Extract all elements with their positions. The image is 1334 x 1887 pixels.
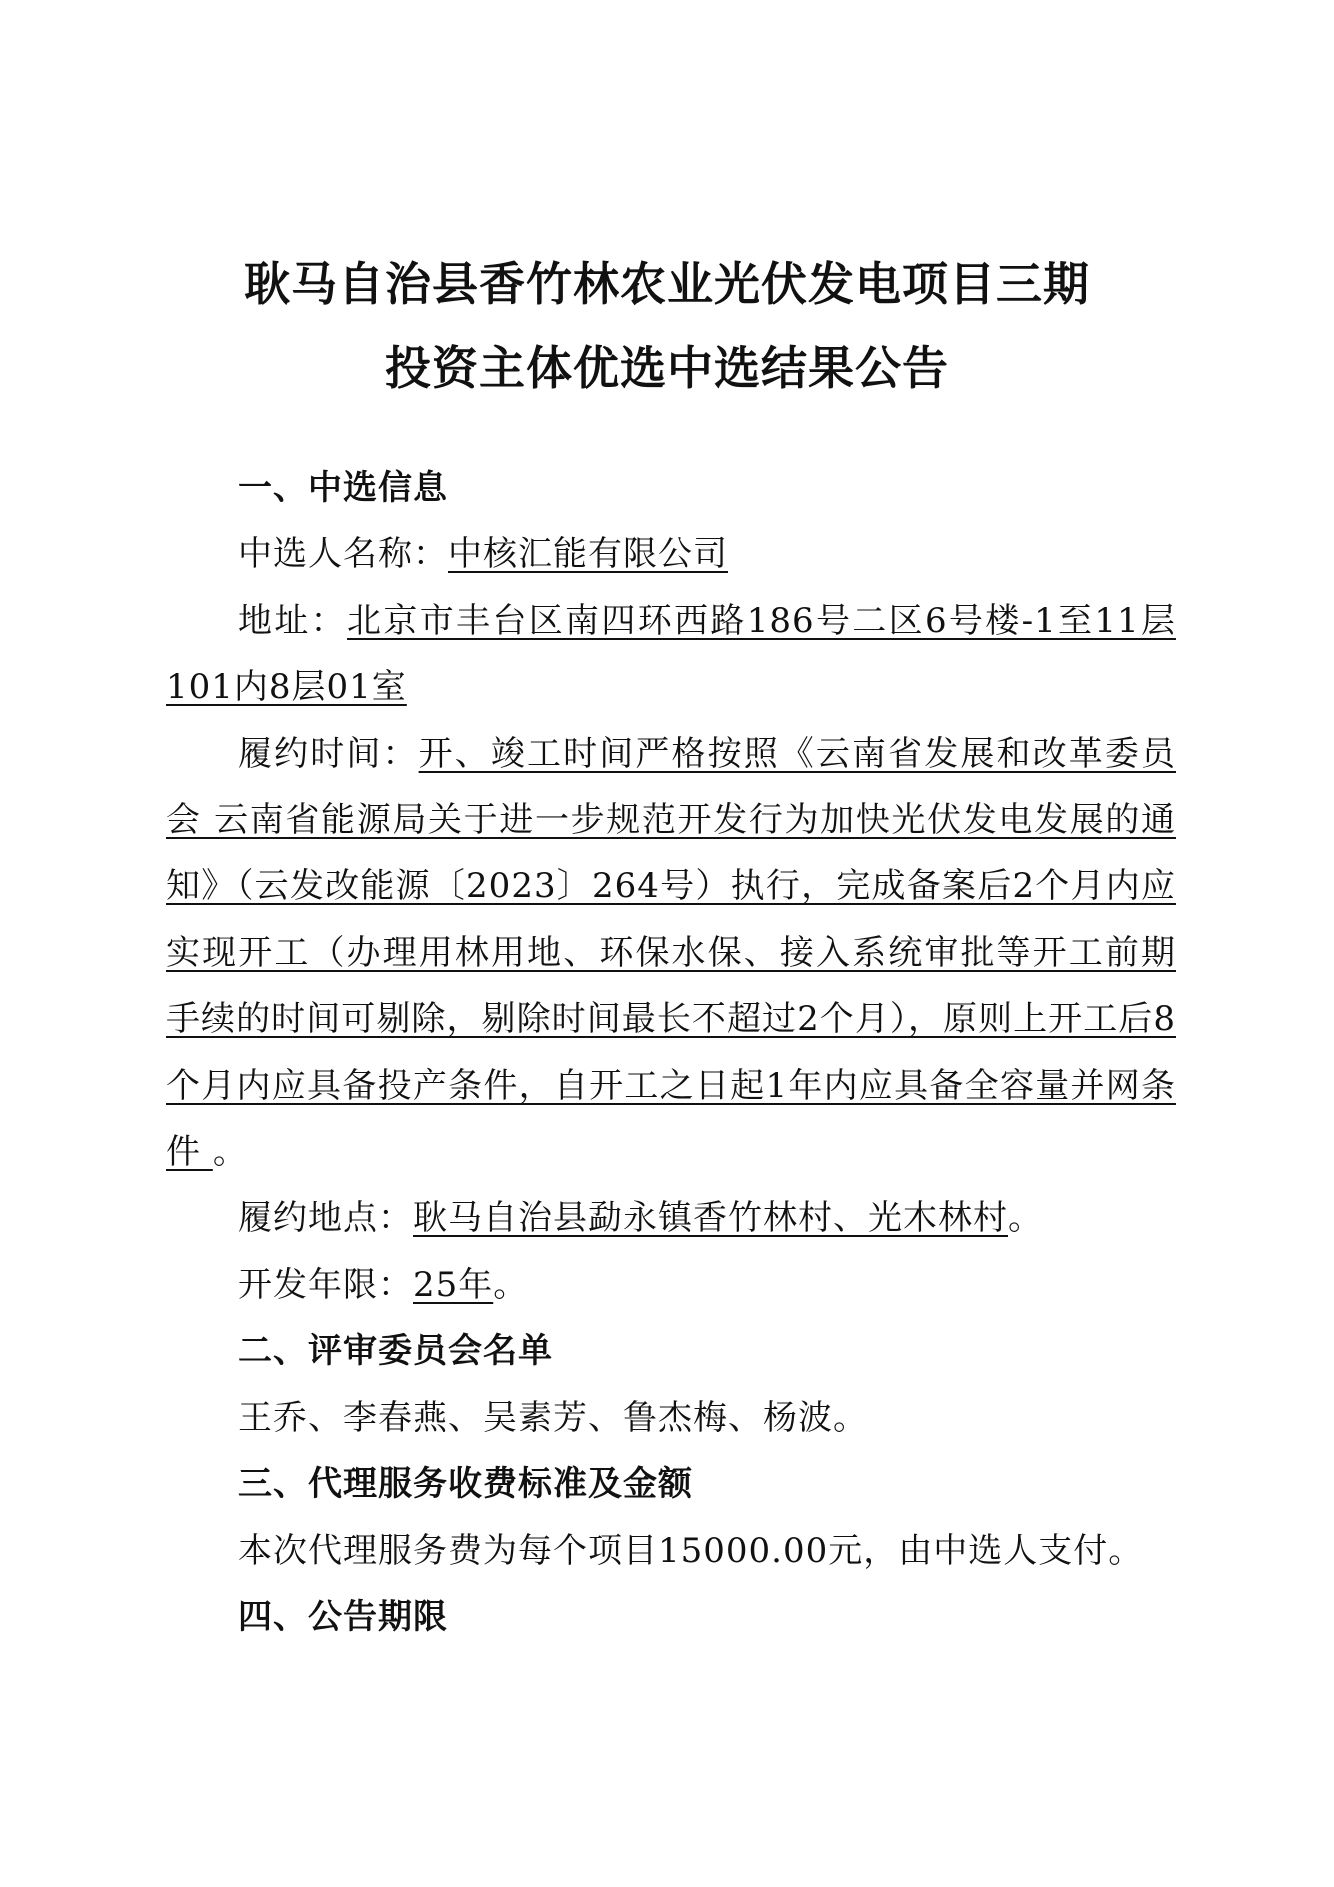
development-term-end: 。 [493, 1264, 529, 1305]
section-3-heading: 三、代理服务收费标准及金额 [238, 1464, 693, 1505]
performance-period-value: 开、竣工时间严格按照《云南省发展和改革委员会 云南省能源局关于进一步规范开发行为加快光伏发电发展的通知》（云发改能源〔2023〕264号）执行，完成备案后2个月内应实现开工（办理用林用地、环保水保、接入系统审批等开工前期手续的时间可剔除，剔除时间最长不超过2个月），原则上开工后8个月内应具备投产条件，自开工之日起1年内应具备全容量并网条件 [166, 733, 1177, 1173]
performance-location-label: 履约地点： [238, 1198, 413, 1239]
performance-period-row [166, 721, 1176, 1186]
development-term-value: 25年 [413, 1264, 494, 1305]
performance-location-end: 。 [1008, 1198, 1043, 1239]
document-body [166, 455, 1176, 1650]
section-2-heading: 二、评审委员会名单 [238, 1331, 553, 1372]
document-title-line-1: 耿马自治县香竹林农业光伏发电项目三期 [244, 257, 1090, 311]
agency-fee-text: 本次代理服务费为每个项目15000.00元，由中选人支付。 [238, 1530, 1144, 1571]
development-term-label: 开发年限： [238, 1264, 413, 1305]
address-value: 北京市丰台区南四环西路186号二区6号楼-1至11层101内8层01室 [166, 600, 1176, 708]
section-4-heading: 四、公告期限 [238, 1596, 448, 1637]
winner-value: 中核汇能有限公司 [448, 534, 728, 575]
performance-period-end: 。 [212, 1132, 248, 1173]
address-row [166, 588, 1176, 721]
winner-label: 中选人名称： [238, 534, 448, 575]
section-1-heading: 一、中选信息 [238, 468, 448, 508]
performance-period-label: 履约时间： [238, 733, 419, 774]
development-term-row [166, 1252, 1176, 1318]
document-title-line-2: 投资主体优选中选结果公告 [385, 341, 949, 395]
committee-members: 王乔、李春燕、吴素芳、鲁杰梅、杨波。 [238, 1397, 868, 1438]
performance-location-row [166, 1185, 1176, 1251]
performance-location-value: 耿马自治县勐永镇香竹林村、光木林村 [413, 1198, 1008, 1239]
address-label: 地址： [238, 600, 348, 641]
winner-row [166, 521, 1176, 587]
